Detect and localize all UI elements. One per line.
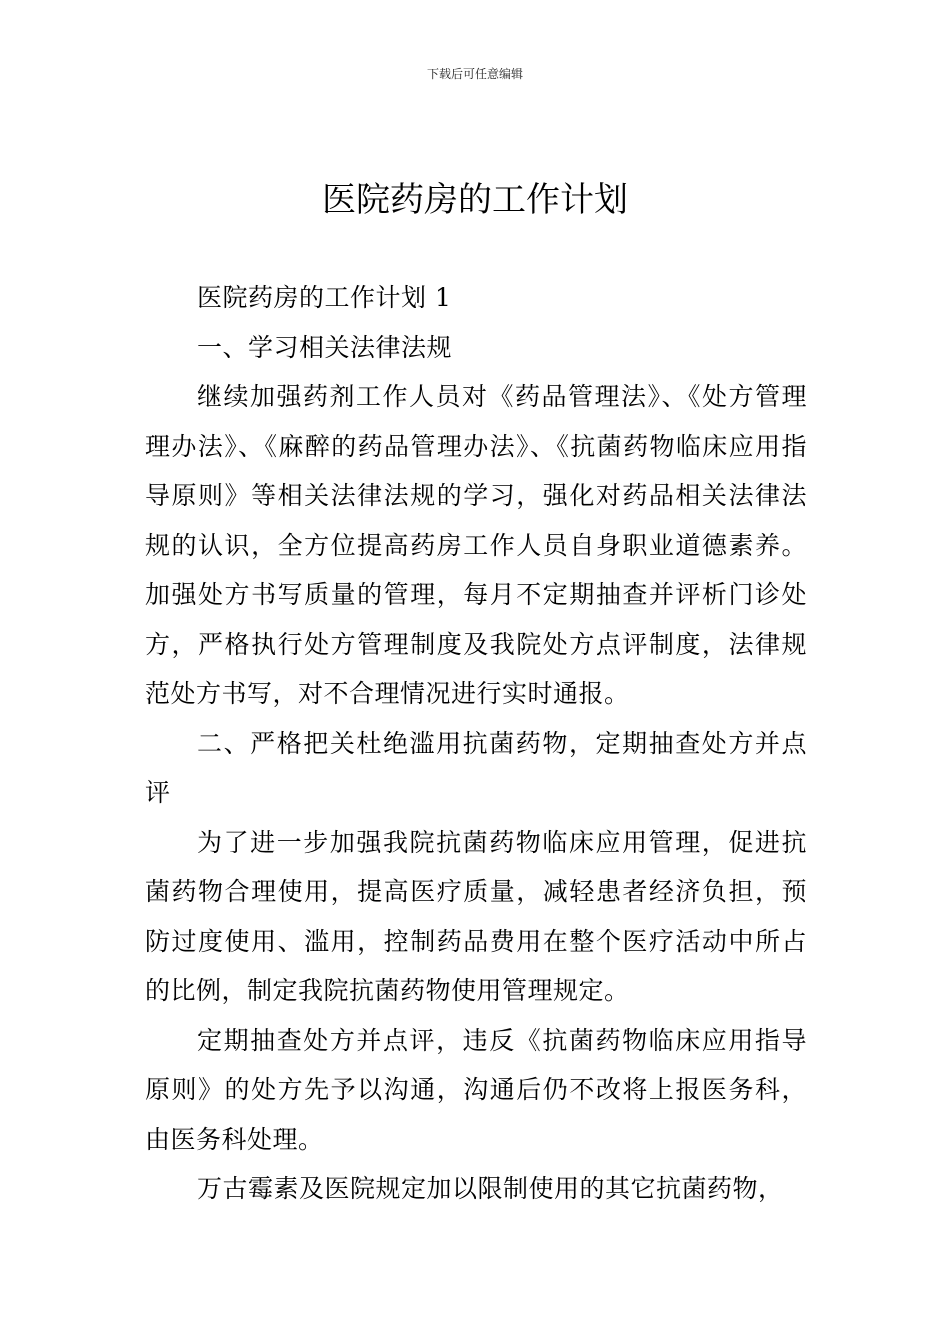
- header-note: 下载后可任意编辑: [426, 67, 523, 81]
- body-paragraph: 万古霉素及医院规定加以限制使用的其它抗菌药物，: [197, 1174, 784, 1203]
- body-paragraph: 继续加强药剂工作人员对《药品管理法》、《处方管理理办法》、《麻醉的药品管理办法》、《抗菌药物临床应用指导原则》等相关法律法规的学习，强化对药品相关法律法规的认识，全方位提高药房工作人员自身职业道德素养。加强处方书写质量的管理，每月不定期抽查并评析门诊处方，严格执行处方管理制度及我院处方点评制度，法律规范处方书写，对不合理情况进行实时通报。: [145, 382, 807, 708]
- subsection-heading: 二、严格把关杜绝滥用抗菌药物，定期抽查处方并点评: [145, 728, 807, 807]
- section-heading: 医院药房的工作计划 1: [197, 283, 452, 312]
- document-body: [145, 273, 807, 1214]
- body-paragraph: 为了进一步加强我院抗菌药物临床应用管理，促进抗菌药物合理使用，提高医疗质量，减轻患者经济负担，预防过度使用、滥用，控制药品费用在整个医疗活动中所占的比例，制定我院抗菌药物使用管理规定。: [145, 827, 807, 1005]
- body-paragraph: 定期抽查处方并点评，违反《抗菌药物临床应用指导原则》的处方先予以沟通，沟通后仍不改将上报医务科，由医务科处理。: [145, 1025, 807, 1154]
- subsection-heading: 一、学习相关法律法规: [197, 332, 453, 362]
- document-title: 医院药房的工作计划: [322, 180, 628, 220]
